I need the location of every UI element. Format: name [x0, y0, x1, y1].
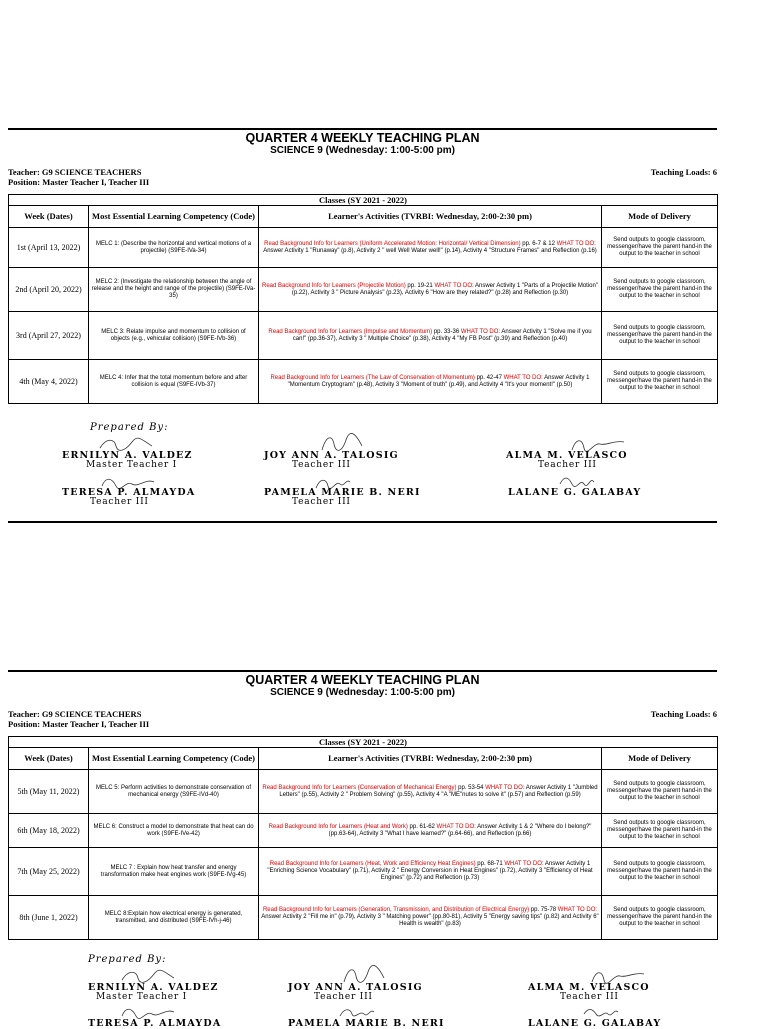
activity-reading: Read Background Info for Learners (Heat, Work and Efficiency Heat Engines)	[269, 861, 476, 867]
week-cell: 1st (April 13, 2022)	[9, 228, 89, 268]
signatory-role: Master Teacher I	[96, 992, 187, 1002]
week-cell: 7th (May 25, 2022)	[9, 848, 89, 896]
mode-cell: Send outputs to google classroom, messenger/have the parent hand-in the output to the teacher in school	[602, 360, 718, 404]
teaching-loads: Teaching Loads: 6	[650, 167, 717, 177]
melc-cell: MELC 7 : Explain how heat transfer and energy transformation make heat engines work (S9FE-IVg-45)	[89, 848, 259, 896]
classes-header: Classes (SY 2021 - 2022)	[9, 737, 718, 748]
activity-pages: pp. 61-62	[407, 823, 437, 830]
activity-what-to-do: WHAT TO DO:	[556, 240, 596, 247]
mode-cell: Send outputs to google classroom, messenger/have the parent hand-in the output to the teacher in school	[602, 770, 718, 814]
activities-cell	[259, 770, 602, 814]
signatory-name: PAMELA MARIE B. NERI	[264, 487, 421, 498]
melc-cell: MELC 5: Perform activities to demonstrate conservation of mechanical energy (S9FE-IVd-40)	[89, 770, 259, 814]
top-rule	[8, 670, 717, 672]
week-cell: 8th (June 1, 2022)	[9, 896, 89, 940]
col-mode: Mode of Delivery	[602, 748, 718, 770]
activities-cell	[259, 268, 602, 312]
activity-what-to-do: WHAT TO DO:	[504, 861, 544, 867]
signatory-role: Teacher III	[560, 992, 619, 1002]
signatory-name: ERNILYN A. VALDEZ	[88, 982, 219, 993]
week-cell: 4th (May 4, 2022)	[9, 360, 89, 404]
activity-reading: Read Background Info for Learners (Generation, Transmission, and Distribution of Electrical Energy)	[262, 907, 530, 913]
signatory-name: LALANE G. GALABAY	[528, 1018, 662, 1029]
melc-cell: MELC 8:Explain how electrical energy is generated, transmitted, and distributed (S9FE-IVh-j-46)	[89, 896, 259, 940]
week-cell: 5th (May 11, 2022)	[9, 770, 89, 814]
table-row	[9, 896, 718, 940]
activity-pages: pp. 19-21	[405, 282, 435, 289]
activity-tasks: Answer Activity 1 "Runaway" (p.8), Activity 2 " well Well Water well!" (p.14), Activity 4 "Structure Frames" and Reflection (p.16)	[263, 247, 597, 254]
col-week: Week (Dates)	[9, 748, 89, 770]
signatory-name: PAMELA MARIE B. NERI	[288, 1018, 445, 1029]
col-melc: Most Essential Learning Competency (Code)	[89, 206, 259, 228]
activity-pages: pp. 68-71	[475, 861, 505, 867]
mode-cell: Send outputs to google classroom, messenger/have the parent hand-in the output to the teacher in school	[602, 268, 718, 312]
activity-what-to-do: WHAT TO DO:	[485, 784, 525, 791]
activity-what-to-do: WHAT TO DO:	[503, 374, 543, 381]
page-subtitle: SCIENCE 9 (Wednesday: 1:00-5:00 pm)	[270, 687, 455, 698]
teaching-plan-table	[8, 194, 718, 404]
position-line: Position: Master Teacher I, Teacher III	[8, 177, 150, 187]
activity-reading: Read Background Info for Learners (Heat and Work)	[268, 823, 408, 830]
signatory-name: JOY ANN A. TALOSIG	[288, 982, 423, 993]
signatory-name: TERESA P. ALMAYDA	[62, 487, 196, 498]
activity-pages: pp. 42-47	[474, 374, 504, 381]
bottom-rule	[8, 521, 717, 523]
table-row	[9, 848, 718, 896]
signatory-name: ALMA M. VELASCO	[528, 982, 650, 993]
mode-cell: Send outputs to google classroom, messenger/have the parent hand-in the output to the teacher in school	[602, 312, 718, 360]
activities-cell	[259, 814, 602, 848]
prepared-by: Prepared By:	[90, 422, 169, 433]
signatory-role: Teacher III	[292, 497, 351, 507]
activity-pages: pp. 6-7 & 12	[520, 240, 557, 247]
mode-cell: Send outputs to google classroom, messenger/have the parent hand-in the output to the teacher in school	[602, 896, 718, 940]
activity-reading: Read Background Info for Learners (Impulse and Momentum)	[268, 328, 433, 335]
prepared-by: Prepared By:	[88, 954, 167, 965]
signatory-name: JOY ANN A. TALOSIG	[264, 450, 399, 461]
table-row	[9, 770, 718, 814]
melc-cell: MELC 2: (Investigate the relationship between the angle of release and the height and range of the projectile) (S9FE-IVa-35)	[89, 268, 259, 312]
week-cell: 6th (May 18, 2022)	[9, 814, 89, 848]
activity-reading: Read Background Info for Learners (Conservation of Mechanical Energy)	[262, 784, 457, 791]
melc-cell: MELC 1: (Describe the horizontal and vertical motions of a projectile) (S9FE-IVa-34)	[89, 228, 259, 268]
signatory-role: Teacher III	[538, 460, 597, 470]
melc-cell: MELC 3: Relate impulse and momentum to collision of objects (e.g., vehicular collision) (S9FE-IVb-36)	[89, 312, 259, 360]
activity-what-to-do: WHAT TO DO:	[434, 282, 474, 289]
activities-cell	[259, 312, 602, 360]
activities-cell	[259, 360, 602, 404]
col-activities: Learner's Activities (TVRBI: Wednesday, 2:00-2:30 pm)	[259, 206, 602, 228]
activity-reading: Read Background Info for Learners (Uniform Accelerated Motion: Horizontal/ Vertical Dimension)	[264, 240, 521, 247]
position-line: Position: Master Teacher I, Teacher III	[8, 719, 150, 729]
plan-page-2	[8, 540, 717, 1029]
activity-tasks: Answer Activity 1 "Momentum Cryptogram" (p.48), Activity 3 "Moment of truth" (p.49), and Activity 4 "It's your moment!" (p.50)	[287, 374, 590, 388]
activity-tasks: Answer Activity 1 "Jumbled Letters" (p.55), Activity 2 " Problem Solving" (p.55), Activity 4 "A "ME"nutes to solve it" (p.57) and Reflection (p.59)	[279, 784, 598, 798]
col-melc: Most Essential Learning Competency (Code)	[89, 748, 259, 770]
activities-cell	[259, 848, 602, 896]
activity-pages: pp. 75-78	[529, 907, 558, 913]
activity-what-to-do: WHAT TO DO:	[460, 328, 501, 335]
page-subtitle: SCIENCE 9 (Wednesday: 1:00-5:00 pm)	[270, 145, 455, 156]
activity-reading: Read Background Info for Learners (Projectile Motion)	[262, 282, 406, 289]
signatory-name: ALMA M. VELASCO	[506, 450, 628, 461]
activity-tasks: Answer Activity 2 "Fill me in" (p.79), Activity 3 " Matching power" (pp.80-81), Activity 5 "Energy saving tips" (p.82) and Activity 6" Health is wealth" (p.83)	[261, 914, 599, 927]
week-cell: 2nd (April 20, 2022)	[9, 268, 89, 312]
activity-reading: Read Background Info for Learners (The Law of Conservation of Momentum)	[270, 374, 475, 381]
table-row	[9, 268, 718, 312]
table-row	[9, 360, 718, 404]
mode-cell: Send outputs to google classroom, messenger/have the parent hand-in the output to the teacher in school	[602, 848, 718, 896]
col-mode: Mode of Delivery	[602, 206, 718, 228]
top-rule	[8, 128, 717, 130]
activities-cell	[259, 896, 602, 940]
activity-what-to-do: WHAT TO DO:	[436, 823, 476, 830]
activity-pages: pp. 33-36	[432, 328, 461, 335]
activity-what-to-do: WHAT TO DO:	[557, 907, 598, 913]
activity-tasks: Answer Activity 1 "Enriching Science Vocabulary" (p.71), Activity 2 " Energy Conversion in Heat Engines" (p.72), Activity 3 "Efficiency of Heat Engines" (p.72) and Reflection (p.73)	[267, 861, 593, 881]
table-row	[9, 312, 718, 360]
teacher-line: Teacher: G9 SCIENCE TEACHERS	[8, 167, 142, 177]
page-title: QUARTER 4 WEEKLY TEACHING PLAN	[245, 131, 480, 145]
melc-cell: MELC 4: Infer that the total momentum before and after collision is equal (S9FE-IVb-37)	[89, 360, 259, 404]
activity-tasks: Answer Activity 1 "Parts of a Projectile Motion" (p.22), Activity 3 " Picture Analysis" (p.23), Activity 6 "How are they related?" (p.28) and Reflection (p.30)	[291, 282, 598, 296]
mode-cell: Send outputs to google classroom, messenger/have the parent hand-in the output to the teacher in school	[602, 814, 718, 848]
col-activities: Learner's Activities (TVRBI: Wednesday, 2:00-2:30 pm)	[259, 748, 602, 770]
plan-page-1	[8, 0, 717, 530]
teacher-line: Teacher: G9 SCIENCE TEACHERS	[8, 709, 142, 719]
week-cell: 3rd (April 27, 2022)	[9, 312, 89, 360]
activity-tasks: Answer Activity 1 & 2 "Where do I belong?" (pp.63-64), Activity 3 "What I have learned?" (p.64-66), and Reflection (p.66)	[328, 823, 592, 837]
signatory-name: TERESA P. ALMAYDA	[88, 1018, 222, 1029]
signatory-role: Teacher III	[90, 497, 149, 507]
signatory-role: Teacher III	[314, 992, 373, 1002]
signatory-name: ERNILYN A. VALDEZ	[62, 450, 193, 461]
page-title: QUARTER 4 WEEKLY TEACHING PLAN	[245, 673, 480, 687]
activities-cell	[259, 228, 602, 268]
col-week: Week (Dates)	[9, 206, 89, 228]
table-row	[9, 814, 718, 848]
classes-header: Classes (SY 2021 - 2022)	[9, 195, 718, 206]
table-row	[9, 228, 718, 268]
signatory-role: Teacher III	[292, 460, 351, 470]
signatory-role: Master Teacher I	[86, 460, 177, 470]
activity-tasks: Answer Activity 1 "Solve me if you can!" (pp.36-37), Activity 3 " Multiple Choice" (p.38), Activity 4 "My FB Post" (p.39) and Reflection (p.40)	[292, 328, 592, 342]
teaching-loads: Teaching Loads: 6	[650, 709, 717, 719]
teaching-plan-table	[8, 736, 718, 940]
melc-cell: MELC 6: Construct a model to demonstrate that heat can do work (S9FE-IVe-42)	[89, 814, 259, 848]
signatory-name: LALANE G. GALABAY	[508, 487, 642, 498]
mode-cell: Send outputs to google classroom, messenger/have the parent hand-in the output to the teacher in school	[602, 228, 718, 268]
activity-pages: pp. 53-54	[456, 784, 486, 791]
